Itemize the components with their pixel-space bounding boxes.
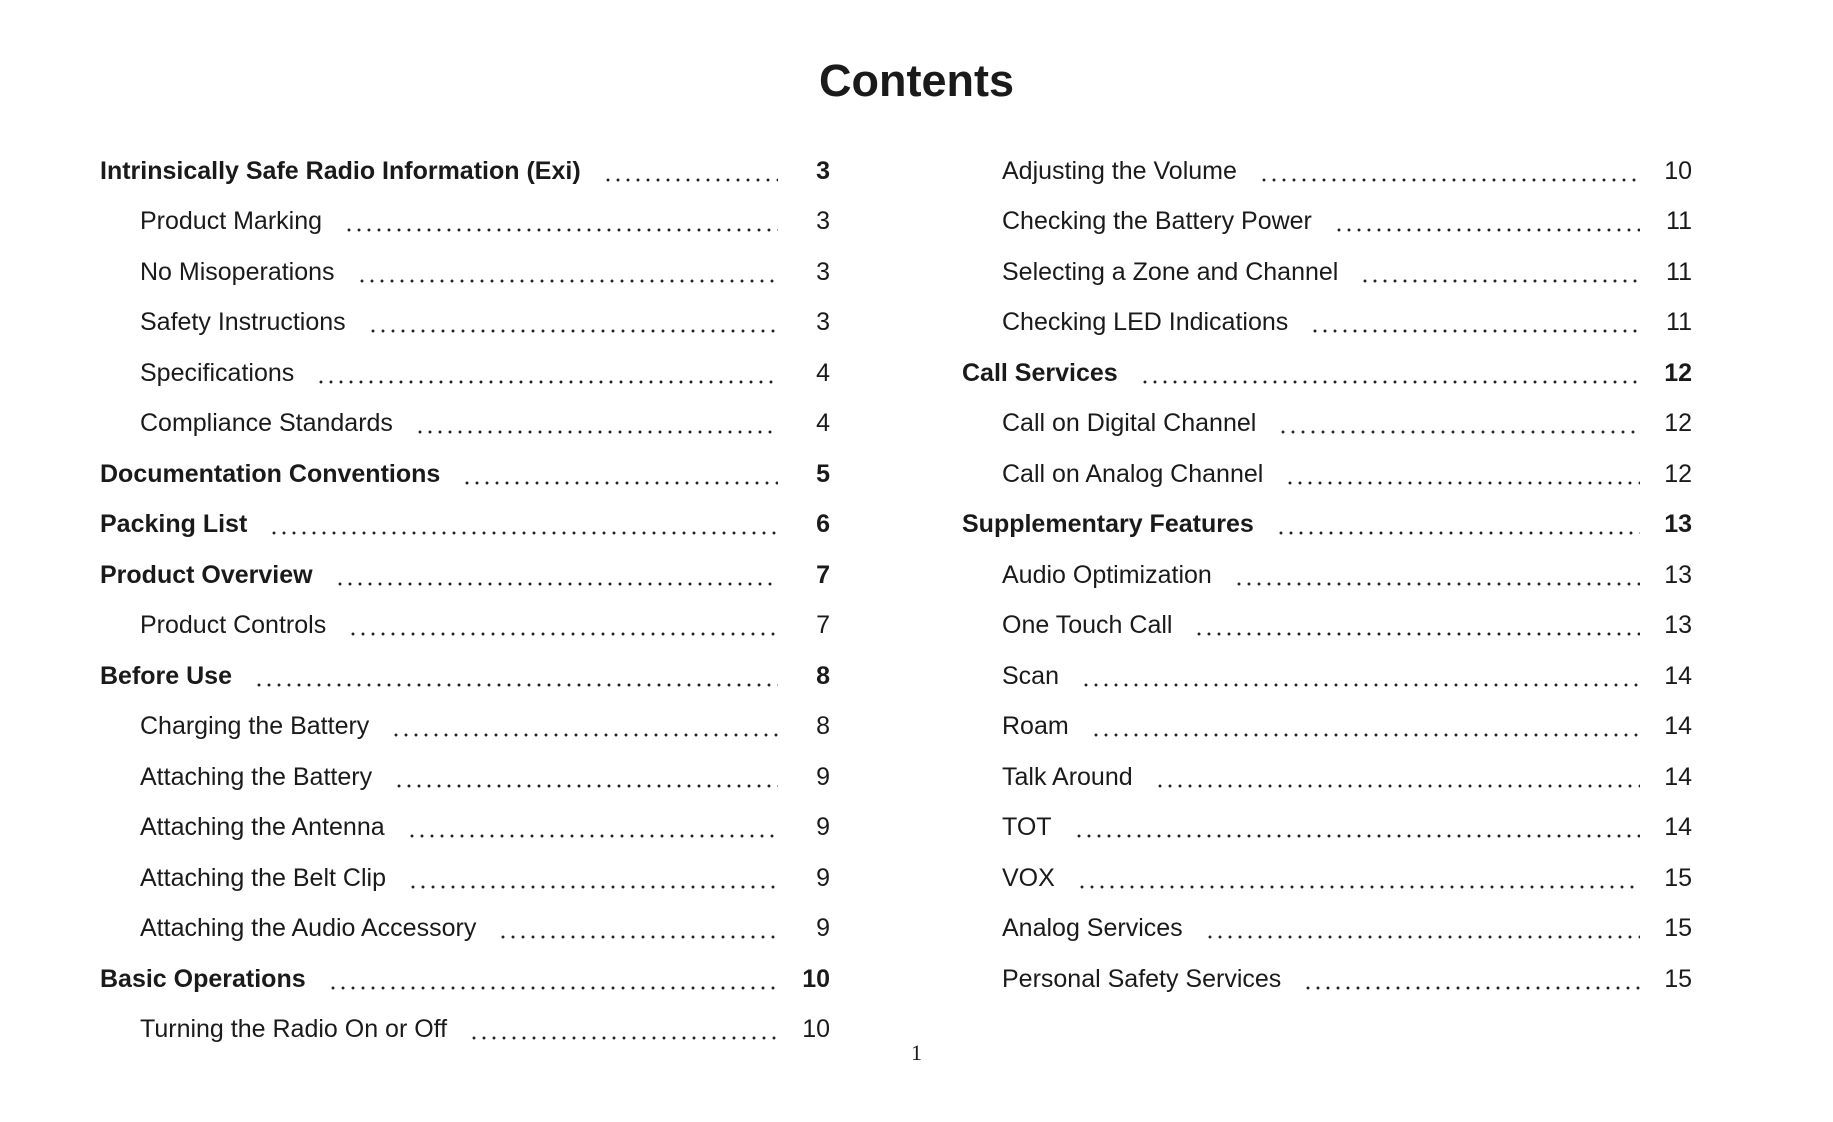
- toc-entry-page-number: 3: [816, 207, 830, 235]
- toc-entry-label: Supplementary Features: [962, 510, 1254, 538]
- dot-leader: [1310, 329, 1640, 333]
- toc-entry-page-number: 13: [1664, 611, 1692, 639]
- toc-subsection-entry[interactable]: [962, 892, 1692, 943]
- toc-entry-page-number: 14: [1664, 762, 1692, 791]
- toc-subsection-entry[interactable]: [962, 841, 1692, 892]
- dot-leader: [1278, 430, 1640, 434]
- toc-entry-label: Packing List: [100, 510, 248, 538]
- toc-entry-page-number: 15: [1664, 863, 1692, 892]
- toc-entry-page-number: 4: [816, 358, 830, 387]
- toc-entry-label: Roam: [1002, 712, 1069, 740]
- toc-entry-page-number: 8: [816, 661, 830, 690]
- toc-subsection-entry[interactable]: [962, 538, 1692, 589]
- toc-entry-page-number: 10: [802, 964, 830, 993]
- toc-subsection-entry[interactable]: [962, 791, 1692, 842]
- toc-section-entry[interactable]: [100, 134, 830, 185]
- dot-leader: [1194, 632, 1640, 636]
- toc-entry-label: Personal Safety Services: [1002, 964, 1282, 993]
- toc-entry-label: Specifications: [140, 358, 295, 387]
- dot-leader: [603, 178, 778, 182]
- toc-entry-page-number: 4: [816, 409, 830, 437]
- toc-entry-label: Before Use: [100, 661, 232, 690]
- toc-subsection-entry[interactable]: [100, 336, 830, 387]
- dot-leader: [498, 935, 778, 939]
- dot-leader: [1360, 279, 1640, 283]
- dot-leader: [1074, 834, 1640, 838]
- dot-leader: [1091, 733, 1640, 737]
- toc-section-entry[interactable]: [100, 942, 830, 993]
- dot-leader: [1303, 986, 1640, 990]
- toc-entry-page-number: 5: [816, 459, 830, 488]
- toc-subsection-entry[interactable]: [962, 639, 1692, 690]
- toc-entry-label: One Touch Call: [1002, 611, 1173, 639]
- dot-leader: [1334, 228, 1640, 232]
- toc-entry-label: Scan: [1002, 661, 1059, 690]
- page-title: Contents: [819, 55, 1014, 106]
- dot-leader: [394, 784, 778, 788]
- toc-subsection-entry[interactable]: [962, 286, 1692, 337]
- toc-subsection-entry[interactable]: [100, 892, 830, 943]
- toc-subsection-entry[interactable]: [100, 841, 830, 892]
- toc-entry-page-number: 3: [816, 257, 830, 286]
- dot-leader: [1259, 178, 1640, 182]
- toc-entry-label: Attaching the Belt Clip: [140, 863, 386, 892]
- toc-entry-label: No Misoperations: [140, 257, 335, 286]
- toc-section-entry[interactable]: [100, 639, 830, 690]
- dot-leader: [1081, 683, 1640, 687]
- toc-entry-label: Selecting a Zone and Channel: [1002, 257, 1339, 286]
- toc-subsection-entry[interactable]: [100, 387, 830, 438]
- dot-leader: [1205, 935, 1640, 939]
- toc-entry-label: Safety Instructions: [140, 308, 346, 336]
- toc-entry-page-number: 14: [1664, 813, 1692, 841]
- toc-subsection-entry[interactable]: [100, 286, 830, 337]
- dot-leader: [408, 885, 778, 889]
- dot-leader: [462, 481, 778, 485]
- toc-subsection-entry[interactable]: [962, 387, 1692, 438]
- toc-entry-label: TOT: [1002, 813, 1052, 841]
- dot-leader: [357, 279, 778, 283]
- toc-entry-label: Checking the Battery Power: [1002, 207, 1312, 235]
- toc-entry-label: Talk Around: [1002, 762, 1133, 791]
- dot-leader: [1234, 582, 1640, 586]
- toc-subsection-entry[interactable]: [962, 740, 1692, 791]
- dot-leader: [391, 733, 778, 737]
- dot-leader: [368, 329, 778, 333]
- toc-entry-page-number: 11: [1666, 257, 1692, 286]
- toc-entry-label: Product Overview: [100, 560, 313, 589]
- toc-subsection-entry[interactable]: [962, 235, 1692, 286]
- dot-leader: [1077, 885, 1640, 889]
- toc-subsection-entry[interactable]: [100, 740, 830, 791]
- toc-entry-label: Attaching the Antenna: [140, 813, 385, 841]
- toc-section-entry[interactable]: [100, 538, 830, 589]
- toc-entry-label: Basic Operations: [100, 964, 306, 993]
- toc-entry-page-number: 8: [816, 712, 830, 740]
- toc-entry-label: Turning the Radio On or Off: [140, 1015, 448, 1043]
- toc-entry-label: Audio Optimization: [1002, 560, 1212, 589]
- toc-subsection-entry[interactable]: [100, 690, 830, 741]
- toc-subsection-entry[interactable]: [100, 235, 830, 286]
- toc-entry-page-number: 14: [1664, 661, 1692, 690]
- toc-entry-page-number: 15: [1664, 914, 1692, 942]
- toc-entry-page-number: 10: [802, 1015, 830, 1043]
- toc-entry-label: Intrinsically Safe Radio Information (Exi): [100, 156, 581, 185]
- toc-right-column: [962, 134, 1692, 993]
- dot-leader: [328, 986, 778, 990]
- toc-entry-page-number: 9: [816, 863, 830, 892]
- toc-entry-label: Adjusting the Volume: [1002, 156, 1237, 185]
- toc-entry-page-number: 12: [1664, 409, 1692, 437]
- toc-subsection-entry[interactable]: [962, 589, 1692, 640]
- toc-subsection-entry[interactable]: [100, 993, 830, 1044]
- toc-entry-page-number: 13: [1664, 510, 1692, 538]
- toc-entry-label: Attaching the Audio Accessory: [140, 914, 477, 942]
- toc-entry-label: Product Marking: [140, 207, 323, 235]
- toc-entry-page-number: 12: [1664, 459, 1692, 488]
- toc-subsection-entry[interactable]: [100, 791, 830, 842]
- toc-entry-page-number: 10: [1664, 156, 1692, 185]
- toc-entry-page-number: 13: [1664, 560, 1692, 589]
- dot-leader: [415, 430, 778, 434]
- dot-leader: [407, 834, 778, 838]
- dot-leader: [1285, 481, 1640, 485]
- toc-subsection-entry[interactable]: [962, 942, 1692, 993]
- toc-entry-page-number: 9: [816, 762, 830, 791]
- toc-entry-label: Product Controls: [140, 611, 327, 639]
- toc-entry-page-number: 6: [816, 510, 830, 538]
- toc-entry-page-number: 3: [816, 156, 830, 185]
- toc-subsection-entry[interactable]: [962, 185, 1692, 236]
- dot-leader: [1276, 531, 1640, 535]
- toc-subsection-entry[interactable]: [962, 690, 1692, 741]
- toc-entry-label: Compliance Standards: [140, 409, 393, 437]
- toc-entry-label: Checking LED Indications: [1002, 308, 1289, 336]
- dot-leader: [1155, 784, 1640, 788]
- toc-entry-page-number: 7: [816, 560, 830, 589]
- toc-entry-label: Attaching the Battery: [140, 762, 373, 791]
- toc-entry-page-number: 15: [1664, 964, 1692, 993]
- toc-entry-label: Call on Digital Channel: [1002, 409, 1257, 437]
- page-number: 1: [911, 1040, 922, 1065]
- dot-leader: [316, 380, 778, 384]
- toc-entry-label: VOX: [1002, 863, 1055, 892]
- toc-entry-label: Call on Analog Channel: [1002, 459, 1264, 488]
- toc-entry-page-number: 14: [1664, 712, 1692, 740]
- dot-leader: [269, 531, 778, 535]
- toc-entry-page-number: 11: [1666, 308, 1692, 336]
- toc-section-entry[interactable]: [962, 488, 1692, 539]
- dot-leader: [1140, 380, 1640, 384]
- toc-left-column: [100, 134, 830, 1043]
- toc-subsection-entry[interactable]: [962, 134, 1692, 185]
- toc-entry-label: Analog Services: [1002, 914, 1183, 942]
- toc-subsection-entry[interactable]: [100, 589, 830, 640]
- toc-subsection-entry[interactable]: [962, 437, 1692, 488]
- dot-leader: [254, 683, 778, 687]
- toc-entry-page-number: 11: [1666, 207, 1692, 235]
- toc-entry-label: Charging the Battery: [140, 712, 370, 740]
- dot-leader: [344, 228, 778, 232]
- toc-entry-page-number: 12: [1664, 358, 1692, 387]
- dot-leader: [348, 632, 778, 636]
- toc-section-entry[interactable]: [100, 437, 830, 488]
- toc-subsection-entry[interactable]: [100, 185, 830, 236]
- toc-section-entry[interactable]: [962, 336, 1692, 387]
- toc-entry-label: Call Services: [962, 358, 1118, 387]
- toc-entry-page-number: 7: [816, 611, 830, 639]
- toc-section-entry[interactable]: [100, 488, 830, 539]
- dot-leader: [335, 582, 778, 586]
- toc-entry-page-number: 3: [816, 308, 830, 336]
- toc-entry-page-number: 9: [816, 914, 830, 942]
- toc-entry-label: Documentation Conventions: [100, 459, 441, 488]
- toc-entry-page-number: 9: [816, 813, 830, 841]
